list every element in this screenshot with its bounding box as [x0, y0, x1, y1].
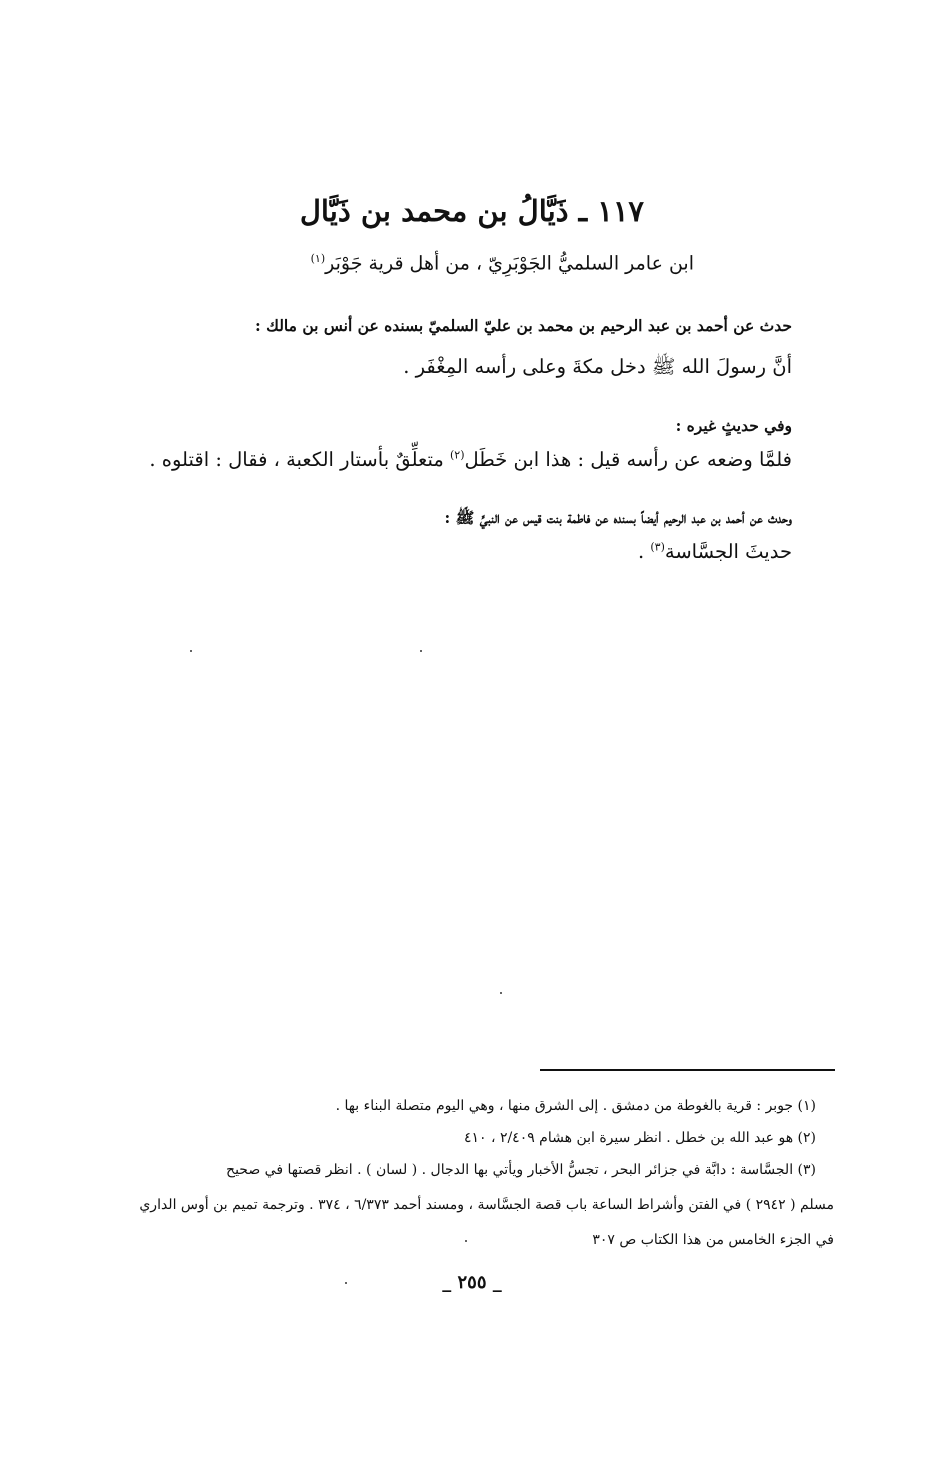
- scan-speck: [500, 992, 502, 994]
- subtitle-text: ابن عامر السلميُّ الجَوْبَرِيّ ، من أهل قرية جَوْبَر: [325, 252, 694, 275]
- scan-speck: [465, 1240, 467, 1242]
- footnote-ref-3: (٣): [650, 540, 665, 554]
- footnote-1: (١) جوبر : قرية بالغوطة من دمشق . إلى الشرق منها ، وهي اليوم متصلة البناء بها .: [335, 1098, 816, 1114]
- hadith-text-2-part-a: فلمَّا وضعه عن رأسه قيل : هذا ابن خَطَل: [464, 448, 792, 471]
- scan-speck: [190, 650, 192, 652]
- entry-title: ١١٧ ـ ذَيَّالُ بن محمد بن ذَيَّال: [299, 194, 644, 228]
- footnote-3-continued: مسلم ( ٢٩٤٢ ) في الفتن وأشراط الساعة باب قصة الجسَّاسة ، ومسند أحمد ٦/٣٧٣ ، ٣٧٤ . وترجمة تميم بن أوس الداري: [139, 1197, 834, 1213]
- footnote-3: (٣) الجسَّاسة : دابَّة في جزائر البحر ، تجسُّ الأخبار ويأتي بها الدجال . ( لسان ) . انظر قصتها في صحيح: [226, 1162, 816, 1178]
- hadith-text-2-part-b: متعلِّقٌ بأستار الكعبة ، فقال : اقتلوه .: [149, 448, 450, 471]
- scan-speck: [420, 650, 422, 652]
- scan-speck: [345, 1282, 347, 1284]
- isnad-line-3: وحدث عن أحمد بن عبد الرحيم أيضاً بسنده عن فاطمة بنت قيس عن النبيِّ ﷺ :: [444, 508, 792, 527]
- entry-subtitle: [311, 252, 694, 274]
- footnote-2: (٢) هو عبد الله بن خطل . انظر سيرة ابن هشام ٢/٤٠٩ ، ٤١٠: [463, 1130, 816, 1146]
- page-number: _ ٢٥٥ _: [442, 1272, 502, 1293]
- footnote-separator: [540, 1069, 835, 1071]
- footnote-ref-1: (١): [310, 252, 326, 265]
- hadith-text-3: [638, 540, 792, 563]
- footnote-ref-2: (٢): [449, 448, 465, 462]
- hadith-text-1: أنَّ رسولَ الله ﷺ دخل مكةَ وعلى رأسه المِغْفَر .: [403, 355, 792, 378]
- isnad-line-1: حدث عن أحمد بن عبد الرحيم بن محمد بن عليّ السلميّ بسنده عن أنس بن مالك :: [255, 316, 792, 335]
- hadith-text-3-part-a: حديثَ الجسَّاسة: [664, 540, 792, 563]
- hadith-text-2: [149, 448, 792, 471]
- isnad-line-2: وفي حديثٍ غيره :: [675, 416, 792, 435]
- hadith-text-3-part-b: .: [637, 540, 651, 563]
- footnote-3-end: في الجزء الخامس من هذا الكتاب ص ٣٠٧: [592, 1232, 834, 1248]
